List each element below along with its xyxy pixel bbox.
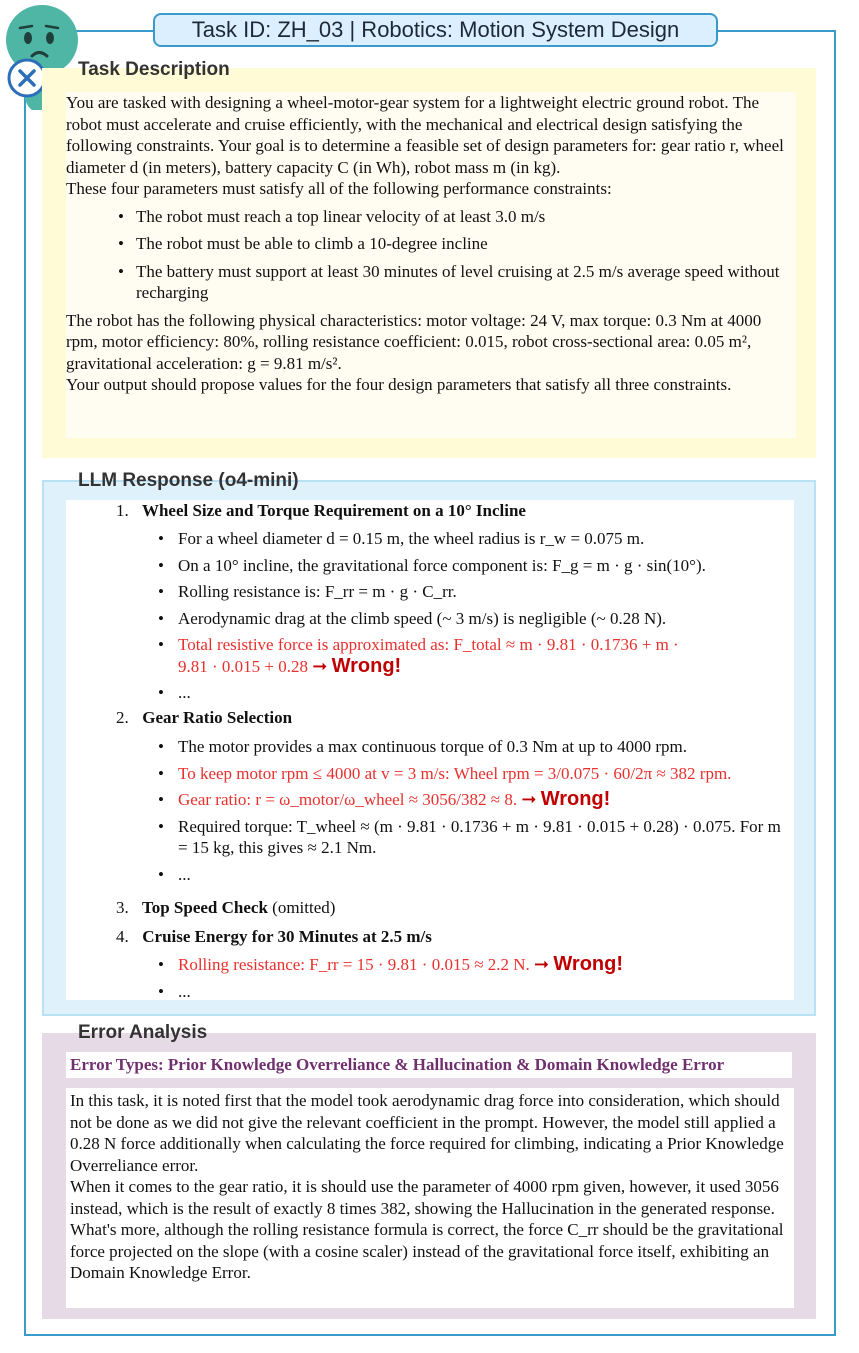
- list-item: [158, 789, 788, 811]
- step-number: 2.: [116, 708, 129, 727]
- llm-response-label: LLM Response (o4-mini): [78, 470, 299, 491]
- step-bullet-list: [158, 528, 788, 709]
- wrong-formula: Rolling resistance: F_rr = 15 · 9.81 · 0.015 ≈ 2.2 N.: [178, 955, 530, 974]
- task-description-label: Task Description: [78, 59, 230, 80]
- list-item: • To keep motor rpm ≤ 4000 at v = 3 m/s: Wheel rpm = 3/0.075 · 60/2π ≈ 382 rpm.: [158, 763, 788, 785]
- output-instruction: Your output should propose values for the four design parameters that satisfy all three constraints.: [66, 375, 732, 394]
- list-item: • Aerodynamic drag at the climb speed (~ 3 m/s) is negligible (~ 0.28 N).: [158, 608, 788, 630]
- list-item: [158, 954, 788, 976]
- step-title: [116, 926, 432, 948]
- constraint-list: [116, 206, 796, 304]
- physical-characteristics: The robot has the following physical characteristics: motor voltage: 24 V, max torque: 0.3 Nm at 4000 rpm, motor efficiency: 80%, rolling resistance coefficient: 0.015, robot cross-sectional area: 0.05 m², gravitational acceleration: g = 9.81 m/s².: [66, 310, 762, 373]
- wrong-formula: Total resistive force is approximated as: F_total ≈ m · 9.81 · 0.1736 + m · 9.81 · 0.015 + 0.28: [178, 635, 679, 676]
- task-title: Task ID: ZH_03 | Robotics: Motion System Design: [153, 13, 718, 47]
- list-item: • ...: [158, 682, 788, 704]
- arrow-icon: ➞: [521, 789, 537, 810]
- step-heading: Cruise Energy for 30 Minutes at 2.5 m/s: [142, 927, 432, 946]
- constraint-item: • The battery must support at least 30 minutes of level cruising at 2.5 m/s average speed without recharging: [116, 261, 796, 304]
- step-suffix: (omitted): [272, 898, 336, 917]
- list-item: • The motor provides a max continuous torque of 0.3 Nm at up to 4000 rpm.: [158, 736, 788, 758]
- error-analysis-body: [66, 1088, 794, 1308]
- list-item: • On a 10° incline, the gravitational force component is: F_g = m · g · sin(10°).: [158, 555, 788, 577]
- constraint-item: • The robot must be able to climb a 10-degree incline: [116, 233, 796, 255]
- wrong-mark: Wrong!: [540, 788, 611, 810]
- constraint-item: • The robot must reach a top linear velocity of at least 3.0 m/s: [116, 206, 796, 228]
- step-bullet-list: [158, 954, 788, 1007]
- error-paragraph: What's more, although the rolling resistance formula is correct, the force C_rr should be the gravitational force projected on the slope (with a cosine scaler) instead of the gravitational force itself, exhibiting an Domain Knowledge Error.: [70, 1220, 784, 1282]
- step-title: [116, 897, 335, 919]
- list-item: • ...: [158, 864, 788, 886]
- llm-response-body: [66, 500, 794, 1000]
- error-types-heading: Error Types: Prior Knowledge Overreliance & Hallucination & Domain Knowledge Error: [66, 1052, 792, 1078]
- step-bullet-list: [158, 736, 788, 890]
- list-item: • ...: [158, 981, 788, 1003]
- step-heading: Wheel Size and Torque Requirement on a 10° Incline: [141, 501, 526, 520]
- error-paragraph: In this task, it is noted first that the model took aerodynamic drag force into consideration, which should not be done as we did not give the relevant coefficient in the prompt. However, the model still applied a 0.28 N force additionally when calculating the force required for climbing, indicating a Prior Knowledge Overreliance error.: [70, 1091, 784, 1175]
- task-description-body: [66, 92, 796, 438]
- list-item: • Required torque: T_wheel ≈ (m · 9.81 · 0.1736 + m · 9.81 · 0.015 + 0.28) · 0.075. For m = 15 kg, this gives ≈ 2.1 Nm.: [158, 816, 788, 859]
- step-title: [116, 707, 292, 729]
- step-number: 1.: [116, 501, 129, 520]
- step-number: 4.: [116, 927, 129, 946]
- error-paragraph: When it comes to the gear ratio, it is should use the parameter of 4000 rpm given, however, it used 3056 instead, which is the result of exactly 8 times 382, showing the Hallucination in the generated response.: [70, 1177, 779, 1218]
- step-title: [116, 500, 526, 522]
- step-heading: Top Speed Check: [141, 898, 268, 917]
- arrow-icon: ➞: [534, 954, 550, 975]
- wrong-formula: Gear ratio: r = ω_motor/ω_wheel ≈ 3056/382 ≈ 8.: [178, 790, 518, 809]
- arrow-icon: ➞: [312, 655, 328, 677]
- step-number: 3.: [116, 898, 129, 917]
- constraints-lead: These four parameters must satisfy all of the following performance constraints:: [66, 179, 612, 198]
- list-item: • Rolling resistance is: F_rr = m · g · C_rr.: [158, 581, 788, 603]
- step-heading: Gear Ratio Selection: [142, 708, 293, 727]
- list-item: • For a wheel diameter d = 0.15 m, the wheel radius is r_w = 0.075 m.: [158, 528, 788, 550]
- task-intro: You are tasked with designing a wheel-motor-gear system for a lightweight electric ground robot. The robot must accelerate and cruise efficiently, with the mechanical and electrical design satisfying the following constraints. Your goal is to determine a feasible set of design parameters for: gear ratio r, wheel diameter d (in meters), battery capacity C (in Wh), robot mass m (in kg).: [66, 93, 784, 177]
- wrong-mark: Wrong!: [553, 953, 623, 975]
- list-item: [158, 634, 788, 677]
- wrong-mark: Wrong!: [331, 654, 402, 677]
- error-analysis-label: Error Analysis: [78, 1022, 208, 1043]
